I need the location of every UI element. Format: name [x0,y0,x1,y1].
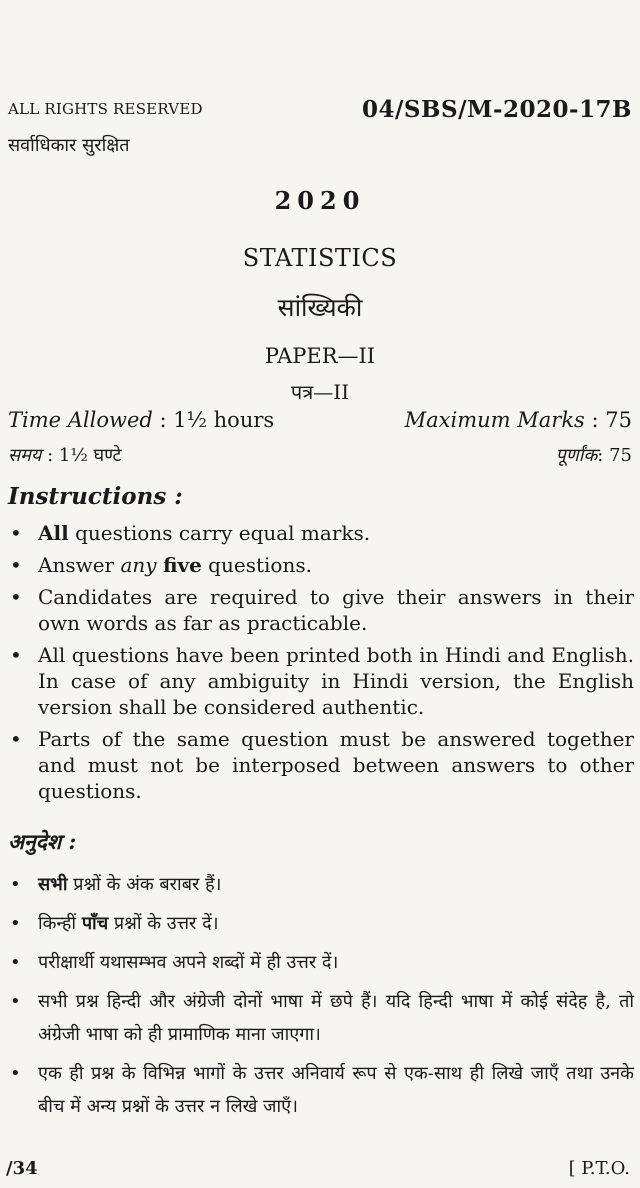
instructions-list-hi [8,868,634,1129]
instruction-text: प्रश्नों के उत्तर दें। [108,913,219,934]
instructions-heading-en: Instructions : [8,483,183,510]
bullet-icon: • [10,585,22,609]
emphasis-text: सभी [38,874,68,895]
subject-hi: सांख्यिकी [277,293,363,322]
emphasis-text: All [38,521,69,545]
instruction-text: Parts of the same question must be answered together and must not be interposed between answers to other questions. [38,727,634,803]
time-allowed-en [8,408,274,432]
bullet-icon: • [10,727,22,751]
time-allowed-hi [8,443,122,467]
pto-marker: [ P.T.O. [568,1158,630,1179]
marks-value-hi: : 75 [597,445,632,466]
instruction-text: Answer [38,553,121,577]
bullet-icon: • [10,1063,21,1084]
instruction-text: परीक्षार्थी यथासम्भव अपने शब्दों में ही उत्तर दें। [38,952,339,973]
maximum-marks-en [405,408,632,432]
instructions-list-en [8,520,634,810]
bullet-icon: • [10,874,21,895]
time-value-en: : 1½ hours [159,408,275,432]
bullet-icon: • [10,952,21,973]
instruction-text: questions. [201,553,312,577]
list-item [8,946,634,979]
instruction-text: एक ही प्रश्न के विभिन्न भागों के उत्तर अनिवार्य रूप से एक-साथ ही लिखे जाएँ तथा उनके बीच में अन्य प्रश्नों के उत्तर न लिखे जाएँ। [38,1063,634,1117]
rights-reserved-en: ALL RIGHTS RESERVED [8,100,203,118]
bullet-icon: • [10,521,22,545]
list-item [8,907,634,940]
bullet-icon: • [10,913,21,934]
marks-label-en: Maximum Marks [404,408,585,432]
bullet-icon: • [10,991,21,1012]
instruction-text: सभी प्रश्न हिन्दी और अंग्रेजी दोनों भाषा में छपे हैं। यदि हिन्दी भाषा में कोई संदेह है, तो अंग्रेजी भाषा को ही प्रामाणिक माना जाएगा। [38,991,634,1045]
instruction-text: All questions have been printed both in Hindi and English. In case of any ambiguity in Hindi version, the English version shall be considered authentic. [38,643,634,719]
instruction-text: प्रश्नों के अंक बराबर हैं। [67,874,222,895]
exam-year: 2020 [274,186,366,215]
list-item [8,552,634,578]
list-item [8,520,634,546]
paper-number-hi: पत्र—II [290,380,350,404]
list-item [8,868,634,901]
emphasis-text: any [120,553,157,577]
list-item [8,985,634,1051]
instruction-text: Candidates are required to give their answers in their own words as far as practicable. [38,585,634,635]
list-item [8,726,634,804]
list-item [8,642,634,720]
time-value-hi: : 1½ घण्टे [47,445,122,466]
instruction-text: questions carry equal marks. [68,521,371,545]
page-count: /34 [6,1158,38,1179]
subject-en: STATISTICS [242,244,398,272]
bullet-icon: • [10,553,22,577]
time-label-en: Time Allowed [8,408,153,432]
emphasis-text: पाँच [81,913,109,934]
bullet-icon: • [10,643,22,667]
list-item [8,1057,634,1123]
emphasis-text: five [162,553,202,577]
time-label-hi: समय [8,445,42,466]
maximum-marks-hi [556,443,632,467]
list-item [8,584,634,636]
instruction-text: किन्हीं [38,913,82,934]
paper-code: 04/SBS/M-2020-17B [362,96,632,123]
marks-label-hi: पूर्णांक [555,445,598,466]
marks-value-en: : 75 [591,408,632,432]
rights-reserved-hi: सर्वाधिकार सुरक्षित [8,135,130,156]
paper-number-en: PAPER—II [264,344,376,368]
instructions-heading-hi: अनुदेश : [8,829,77,854]
